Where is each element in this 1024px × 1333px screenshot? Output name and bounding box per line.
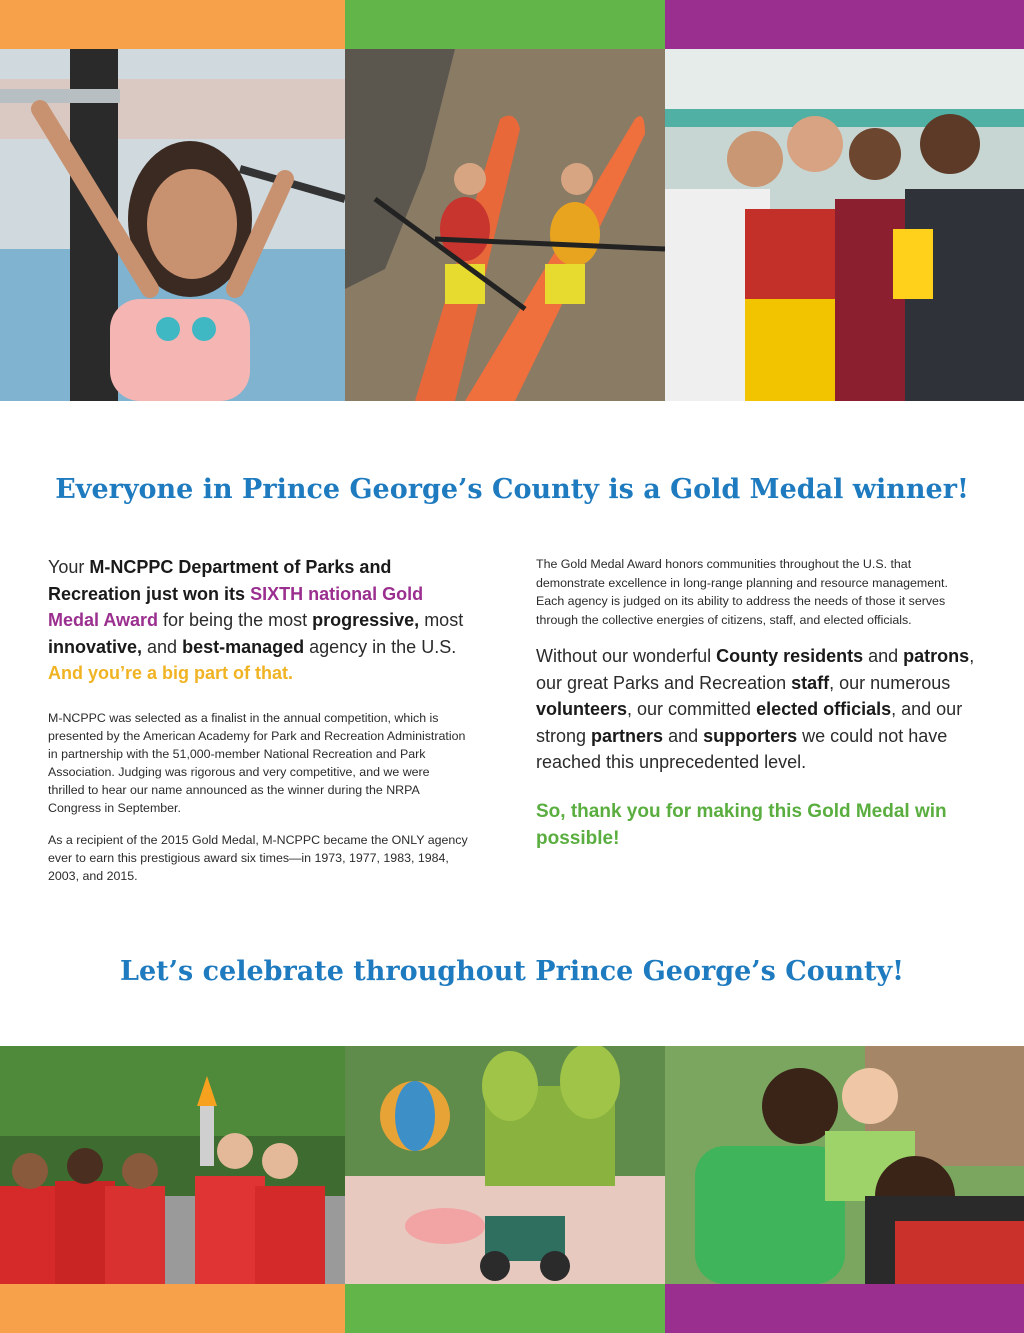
kayakers-photo [345,49,665,401]
girl-playground-photo [0,49,345,401]
left-column [48,554,468,899]
purple-band [665,1284,1024,1333]
thank-you-callout: So, thank you for making this Gold Medal win possible! [536,800,947,849]
purple-band [665,0,1024,49]
finalist-paragraph: M-NCPPC was selected as a finalist in the annual competition, which is presented by the American Academy for Park and Recreation Administration in partnership with the 51,000-member National Recreation and Park Association. Judging was rigorous and very competitive, and we were thrilled to hear our name announced as the winner during the NRPA Congress in September. [48,710,466,815]
page-title: Everyone in Prince George’s County is a Gold Medal winner! [55,474,969,505]
thanks-lead-paragraph: Without our wonderful County residents and patrons, our great Parks and Recreation staff, our numerous volunteers, our committed elected officials, and our strong partners and supporters we could not have reached this unprecedented level. [536,646,975,772]
celebrate-heading: Let’s celebrate throughout Prince George’s County! [119,956,905,987]
summer-camp-kids-photo [665,1046,1024,1284]
lead-paragraph: Your M-NCPPC Department of Parks and Recreation just won its SIXTH national Gold Medal Award for being the most progressive, most innovative, and best-managed agency in the U.S. And you’re a big part of that. [48,557,464,683]
award-description-paragraph: The Gold Medal Award honors communities throughout the U.S. that demonstrate excellence in long-range planning and resource management. Each agency is judged on its ability to address the needs of those it serves through the collective energies of citizens, staff, and elected officials. [536,557,948,627]
bottom-color-bar [0,1284,1024,1333]
top-color-bar [0,0,1024,49]
bottom-photo-strip [0,1046,1024,1284]
orange-band [0,1284,345,1333]
top-photo-strip [0,49,1024,401]
green-band [345,1284,665,1333]
volunteers-group-photo [665,49,1024,401]
orange-band [0,0,345,49]
special-olympics-torch-relay-photo [0,1046,345,1284]
right-column [536,555,976,852]
recipient-paragraph: As a recipient of the 2015 Gold Medal, M-NCPPC became the ONLY agency ever to earn this prestigious award six times—in 1973, 1977, 1983, 1984, 2003, and 2015. [48,832,468,883]
green-band [345,0,665,49]
playground-photo [345,1046,665,1284]
